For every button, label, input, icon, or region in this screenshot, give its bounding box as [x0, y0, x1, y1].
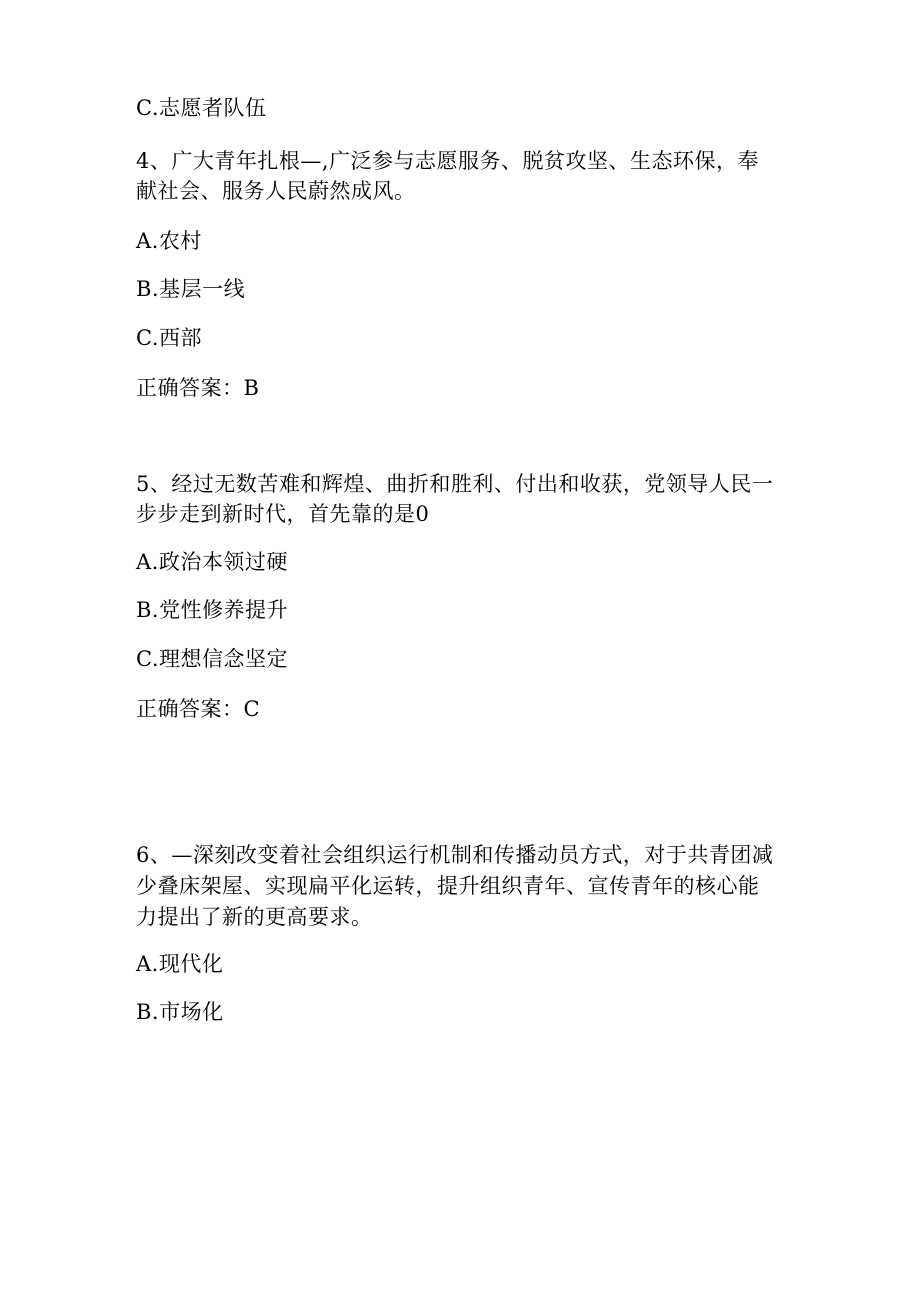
q5-stem-line1: 5、经过无数苦难和辉煌、曲折和胜利、付出和收获，党领导人民一	[136, 472, 774, 496]
q6-stem-line2: 少叠床架屋、实现扁平化运转，提升组织青年、宣传青年的核心能	[136, 874, 760, 898]
q4-option-a: A.农村	[136, 229, 202, 253]
q6-option-a: A.现代化	[136, 952, 224, 976]
q5-stem-line2: 步步走到新时代，首先靠的是0	[136, 502, 430, 526]
q6-stem-line3: 力提出了新的更高要求。	[136, 905, 373, 929]
q4-stem-line2: 献社会、服务人民蔚然成风。	[136, 179, 416, 203]
q5-option-a: A.政治本领过硬	[136, 550, 288, 574]
q3-option-c: C.志愿者队伍	[136, 96, 267, 120]
q5-option-c: C.理想信念坚定	[136, 647, 288, 671]
q6-stem-line1: 6、—深刻改变着社会组织运行机制和传播动员方式，对于共青团减	[136, 843, 774, 867]
q4-answer: 正确答案：B	[136, 376, 260, 400]
q5-answer: 正确答案：C	[136, 697, 261, 721]
q5-option-b: B.党性修养提升	[136, 598, 289, 622]
q6-option-b: B.市场化	[136, 1000, 224, 1024]
q4-option-c: C.西部	[136, 326, 202, 350]
q4-option-b: B.基层一线	[136, 277, 246, 301]
q4-stem-line1: 4、广大青年扎根—,广泛参与志愿服务、脱贫攻坚、生态环保，奉	[136, 149, 760, 173]
